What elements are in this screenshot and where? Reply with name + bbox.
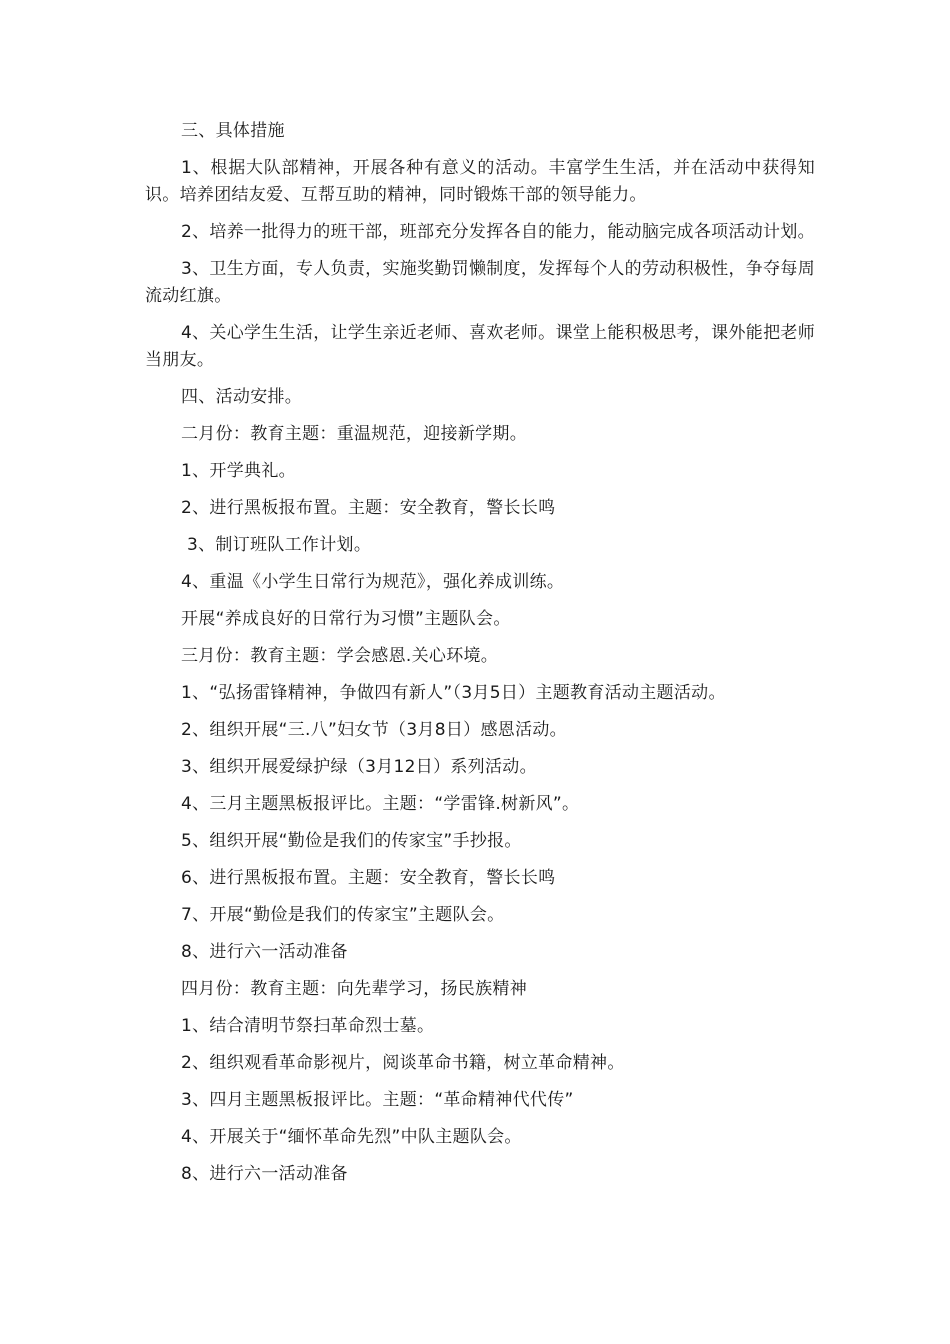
april-item-2: 2、组织观看革命影视片，阅谈革命书籍，树立革命精神。 xyxy=(181,1053,625,1073)
april-item-1: 1、结合清明节祭扫革命烈士墓。 xyxy=(181,1016,435,1036)
measure-item-2: 2、培养一批得力的班干部，班部充分发挥各自的能力，能动脑完成各项活动计划。 xyxy=(181,222,815,242)
february-item-3: 3、制订班队工作计划。 xyxy=(187,535,372,555)
document-body xyxy=(145,118,815,1198)
measure-item-1: 1、根据大队部精神，开展各种有意义的活动。丰富学生生活，并在活动中获得知识。培养团结友爱、互帮互助的精神，同时锻炼干部的领导能力。 xyxy=(145,158,815,205)
march-item-5: 5、组织开展“勤俭是我们的传家宝”手抄报。 xyxy=(181,831,522,851)
march-item-1: 1、“弘扬雷锋精神，争做四有新人”（3月5日）主题教育活动主题活动。 xyxy=(181,683,726,703)
march-item-7: 7、开展“勤俭是我们的传家宝”主题队会。 xyxy=(181,905,505,925)
month-heading-march: 三月份：教育主题：学会感恩.关心环境。 xyxy=(181,646,499,666)
month-heading-april: 四月份：教育主题：向先辈学习，扬民族精神 xyxy=(181,979,527,999)
march-item-8: 8、进行六一活动准备 xyxy=(181,942,348,962)
february-item-1: 1、开学典礼。 xyxy=(181,461,296,481)
section-heading-activities: 四、活动安排。 xyxy=(181,387,303,407)
section-heading-measures: 三、具体措施 xyxy=(181,121,285,141)
measure-item-4: 4、关心学生生活，让学生亲近老师、喜欢老师。课堂上能积极思考，课外能把老师当朋友。 xyxy=(145,323,815,370)
february-item-4: 4、重温《小学生日常行为规范》，强化养成训练。 xyxy=(181,572,565,592)
month-heading-february: 二月份：教育主题：重温规范，迎接新学期。 xyxy=(181,424,527,444)
measure-item-3: 3、卫生方面，专人负责，实施奖勤罚懒制度，发挥每个人的劳动积极性，争夺每周流动红旗。 xyxy=(145,259,815,306)
february-item-5: 开展“养成良好的日常行为习惯”主题队会。 xyxy=(181,609,511,629)
april-item-3: 3、四月主题黑板报评比。主题：“革命精神代代传” xyxy=(181,1090,574,1110)
march-item-2: 2、组织开展“三.八”妇女节（3月8日）感恩活动。 xyxy=(181,720,567,740)
march-item-4: 4、三月主题黑板报评比。主题：“学雷锋.树新风”。 xyxy=(181,794,580,814)
april-item-5: 8、进行六一活动准备 xyxy=(181,1164,348,1184)
february-item-2: 2、进行黑板报布置。主题：安全教育，警长长鸣 xyxy=(181,498,556,518)
april-item-4: 4、开展关于“缅怀革命先烈”中队主题队会。 xyxy=(181,1127,522,1147)
march-item-3: 3、组织开展爱绿护绿（3月12日）系列活动。 xyxy=(181,757,537,777)
march-item-6: 6、进行黑板报布置。主题：安全教育，警长长鸣 xyxy=(181,868,556,888)
